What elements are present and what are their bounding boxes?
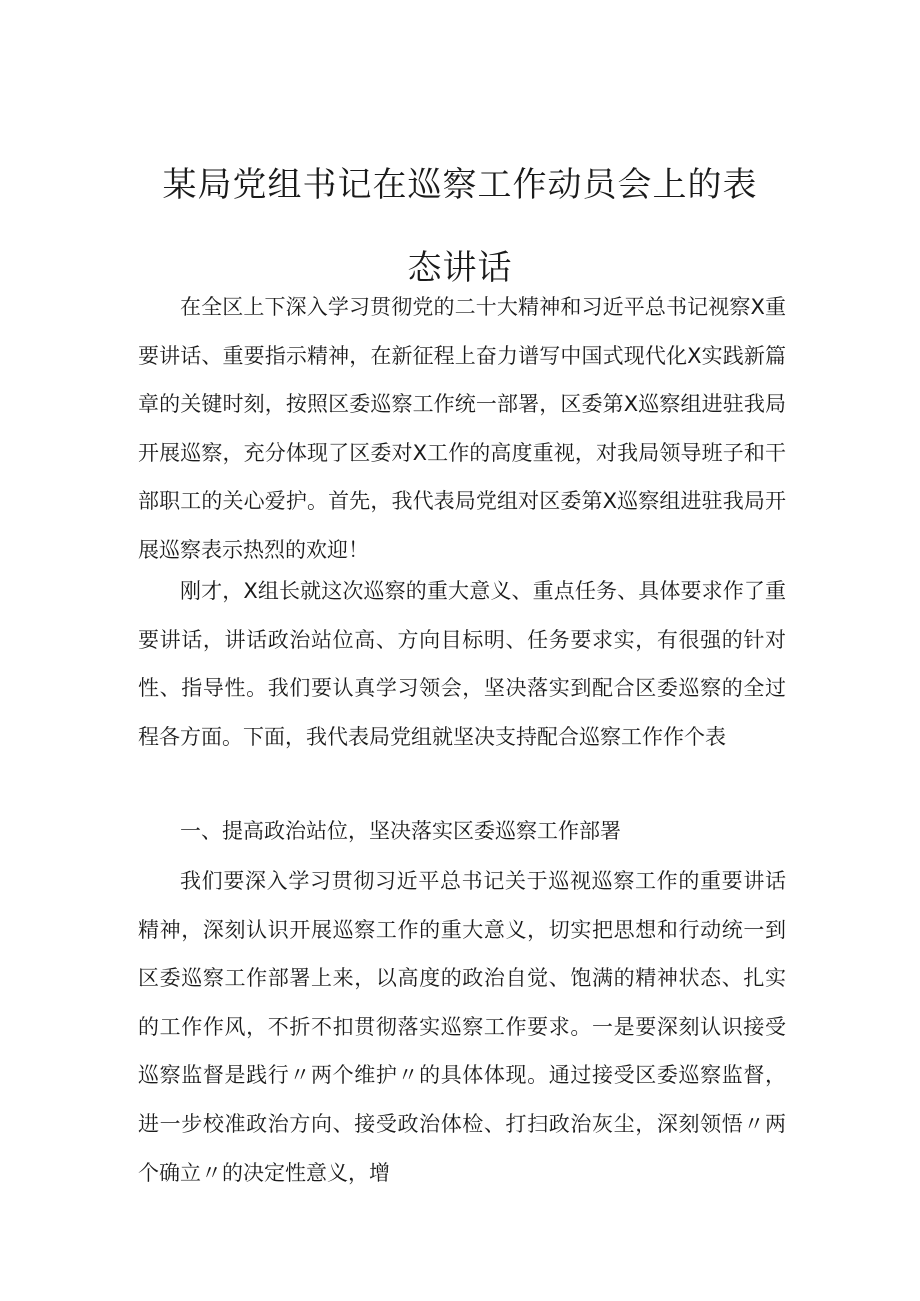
document-title-line-2: 态讲话	[407, 247, 513, 288]
section-paragraph: 我们要深入学习贯彻习近平总书记关于巡视巡察工作的重要讲话精神，深刻认识开展巡察工作的重大意义，切实把思想和行动统一到区委巡察工作部署上来，以高度的政治自觉、饱满的精神状态、扎实的工作作风，不折不扣贯彻落实巡察工作要求。一是要深刻认识接受巡察监督是践行〃两个维护〃的具体体现。通过接受区委巡察监督，进一步校准政治方向、接受政治体检、打扫政治灰尘，深刻领悟〃两个确立〃的决定性意义，增	[138, 869, 786, 1185]
paragraph-opening: 在全区上下深入学习贯彻党的二十大精神和习近平总书记视察X重要讲话、重要指示精神，在新征程上奋力谱写中国式现代化X实践新篇章的关键时刻，按照区委巡察工作统一部署，区委第X巡察组进驻我局开展巡察，充分体现了区委对X工作的高度重视，对我局领导班子和干部职工的关心爱护。首先，我代表局党组对区委第X巡察组进驻我局开展巡察表示热烈的欢迎！	[138, 295, 786, 562]
paragraph-response: 刚才，X组长就这次巡察的重大意义、重点任务、具体要求作了重要讲话，讲话政治站位高、方向目标明、任务要求实，有很强的针对性、指导性。我们要认真学习领会，坚决落实到配合区委巡察的全过程各方面。下面，我代表局党组就坚决支持配合巡察工作作个表	[138, 579, 786, 749]
section-heading: 一、提高政治站位，坚决落实区委巡察工作部署	[180, 819, 621, 843]
document-title-line-1: 某局党组书记在巡察工作动员会上的表	[162, 164, 758, 205]
